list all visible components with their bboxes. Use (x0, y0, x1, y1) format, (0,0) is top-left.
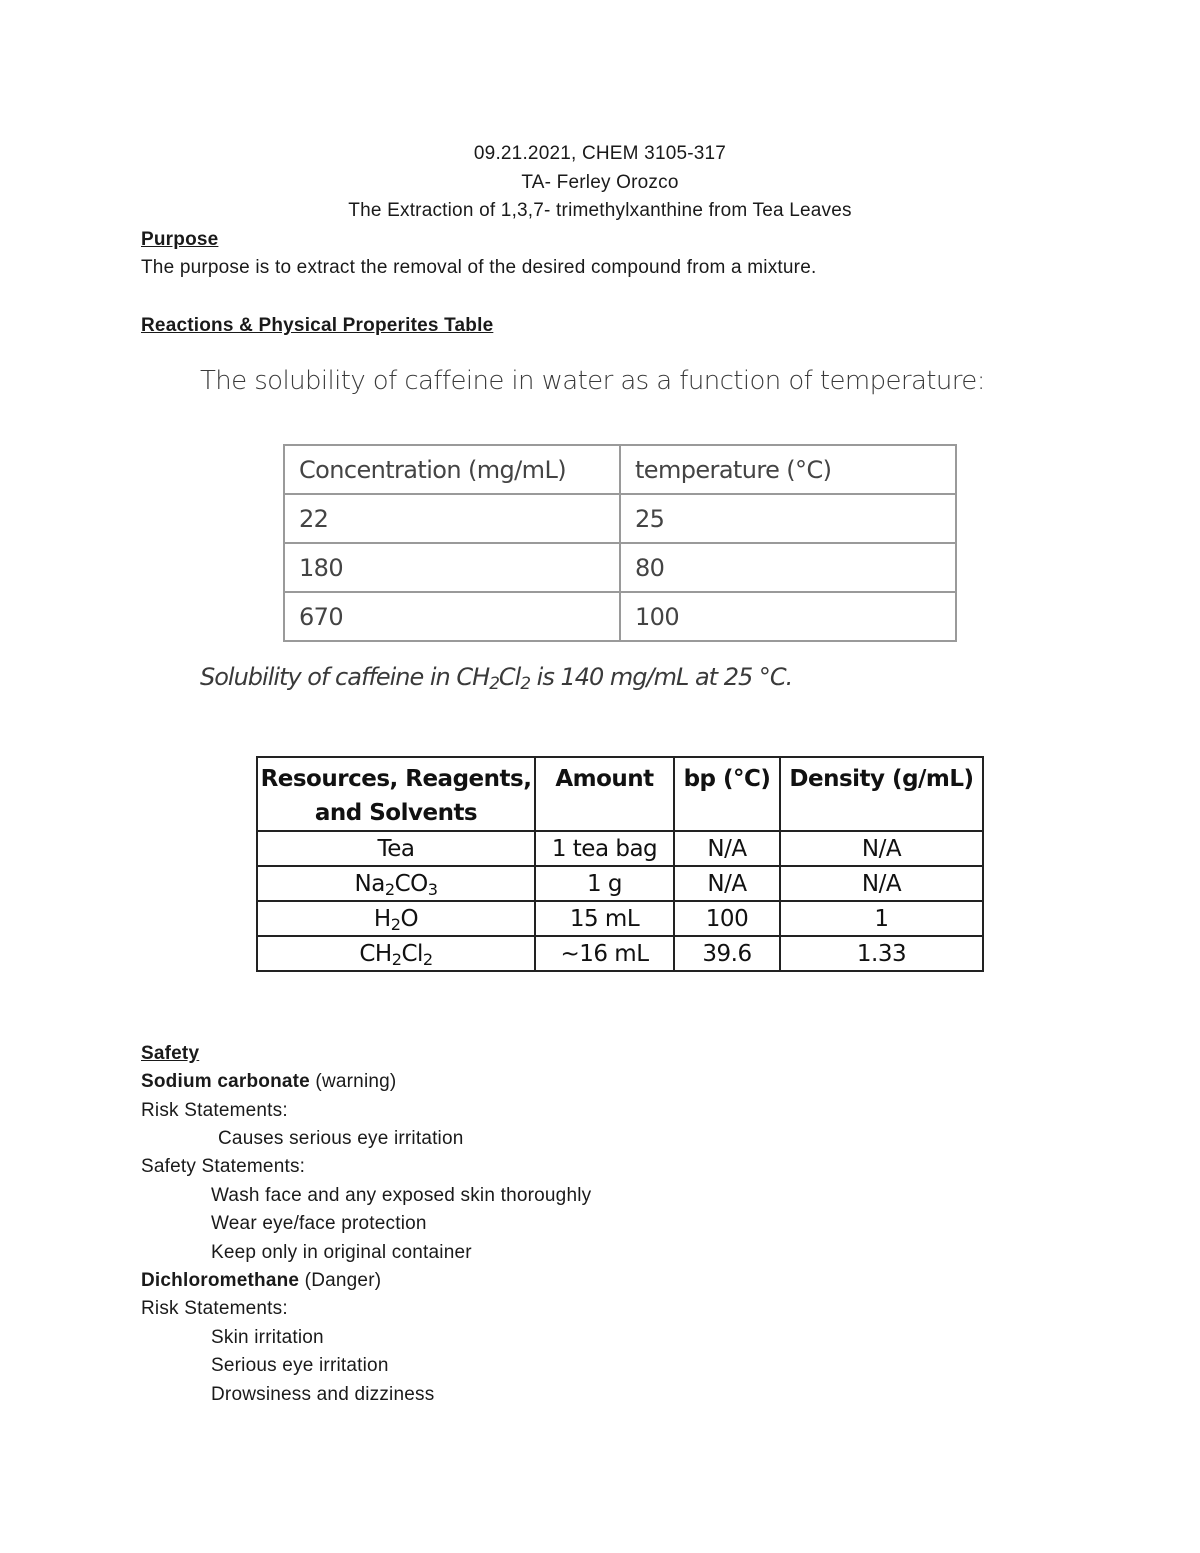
formula-sub: 2 (391, 949, 402, 969)
reagents-header-line: Resources, Reagents, (260, 766, 532, 792)
reagent-name (257, 901, 535, 936)
reagent-bp: 100 (674, 901, 780, 936)
solubility-cell: 25 (620, 494, 956, 543)
solubility-note-sub: 2 (489, 673, 499, 693)
reagent-bp: N/A (674, 831, 780, 866)
chem2-level: (Danger) (299, 1270, 382, 1291)
formula-part: H (373, 905, 391, 932)
reagents-header-amount: Amount (535, 757, 674, 831)
chem2-risk-item: Drowsiness and dizziness (211, 1384, 435, 1405)
reagent-density: N/A (780, 831, 983, 866)
solubility-cell: 670 (284, 592, 620, 641)
reagents-header-line: and Solvents (314, 800, 478, 826)
reagent-density: N/A (780, 866, 983, 901)
table-row (284, 445, 956, 494)
header-title: The Extraction of 1,3,7- trimethylxanthine from Tea Leaves (348, 200, 852, 221)
chem1-level: (warning) (309, 1071, 397, 1092)
table-row (257, 866, 983, 901)
safety-heading: Safety (141, 1043, 200, 1064)
formula-part: CO (394, 870, 428, 897)
chem2-risk-item: Serious eye irritation (211, 1355, 389, 1376)
formula-sub: 3 (427, 879, 438, 899)
reagent-amount: 1 g (535, 866, 674, 901)
chem2-title (141, 1270, 381, 1292)
reagent-name (257, 936, 535, 971)
formula-sub: 2 (390, 914, 401, 934)
reagents-table (256, 756, 984, 972)
chem1-title (141, 1071, 396, 1093)
solubility-cell: 22 (284, 494, 620, 543)
formula-sub: 2 (384, 879, 395, 899)
chem2-risk-label: Risk Statements: (141, 1298, 288, 1319)
table-row (284, 494, 956, 543)
formula-part: CH (359, 940, 392, 967)
formula-part: O (400, 905, 419, 932)
chem1-name: Sodium carbonate (141, 1071, 310, 1092)
table-row (284, 543, 956, 592)
table-row (257, 757, 983, 831)
solubility-note (200, 663, 792, 691)
reagents-header-bp: bp (°C) (674, 757, 780, 831)
chem1-risk-item: Causes serious eye irritation (218, 1128, 464, 1149)
solubility-table-title: The solubility of caffeine in water as a function of temperature: (200, 366, 985, 396)
formula-sub: 2 (422, 949, 433, 969)
reagent-bp: N/A (674, 866, 780, 901)
table-row (257, 901, 983, 936)
reagent-amount: 1 tea bag (535, 831, 674, 866)
solubility-header-concentration: Concentration (mg/mL) (284, 445, 620, 494)
purpose-heading: Purpose (141, 229, 219, 250)
chem1-safety-label: Safety Statements: (141, 1156, 306, 1177)
table-row (257, 831, 983, 866)
header-date-course: 09.21.2021, CHEM 3105-317 (473, 143, 727, 164)
reagent-amount: 15 mL (535, 901, 674, 936)
reagent-name: Tea (257, 831, 535, 866)
chem2-risk-item: Skin irritation (211, 1327, 324, 1348)
chem1-safety-item: Wear eye/face protection (211, 1213, 427, 1234)
solubility-table (283, 444, 957, 642)
solubility-cell: 80 (620, 543, 956, 592)
reagent-name (257, 866, 535, 901)
reagents-header-density: Density (g/mL) (780, 757, 983, 831)
chem1-risk-label: Risk Statements: (141, 1100, 288, 1121)
solubility-note-suffix: is 140 mg/mL at 25 °C. (530, 663, 793, 691)
solubility-note-sub: 2 (520, 673, 531, 693)
purpose-text: The purpose is to extract the removal of the desired compound from a mixture. (141, 257, 817, 278)
solubility-cell: 100 (620, 592, 956, 641)
chem2-name: Dichloromethane (141, 1270, 300, 1291)
reagent-amount: ~16 mL (535, 936, 674, 971)
solubility-cell: 180 (284, 543, 620, 592)
chem1-safety-item: Keep only in original container (211, 1242, 472, 1263)
formula-part: Cl (401, 940, 423, 967)
solubility-note-mid: Cl (498, 663, 521, 691)
chem1-safety-item: Wash face and any exposed skin thoroughly (211, 1185, 592, 1206)
solubility-header-temperature: temperature (°C) (620, 445, 956, 494)
table-row (257, 936, 983, 971)
solubility-note-prefix: Solubility of caffeine in CH (200, 663, 490, 691)
reagent-density: 1 (780, 901, 983, 936)
formula-part: Na (354, 870, 385, 897)
reactions-heading: Reactions & Physical Properites Table (141, 315, 494, 336)
header-ta: TA- Ferley Orozco (521, 172, 679, 193)
reagent-density: 1.33 (780, 936, 983, 971)
table-row (284, 592, 956, 641)
reagent-bp: 39.6 (674, 936, 780, 971)
reagents-header-resources (257, 757, 535, 831)
